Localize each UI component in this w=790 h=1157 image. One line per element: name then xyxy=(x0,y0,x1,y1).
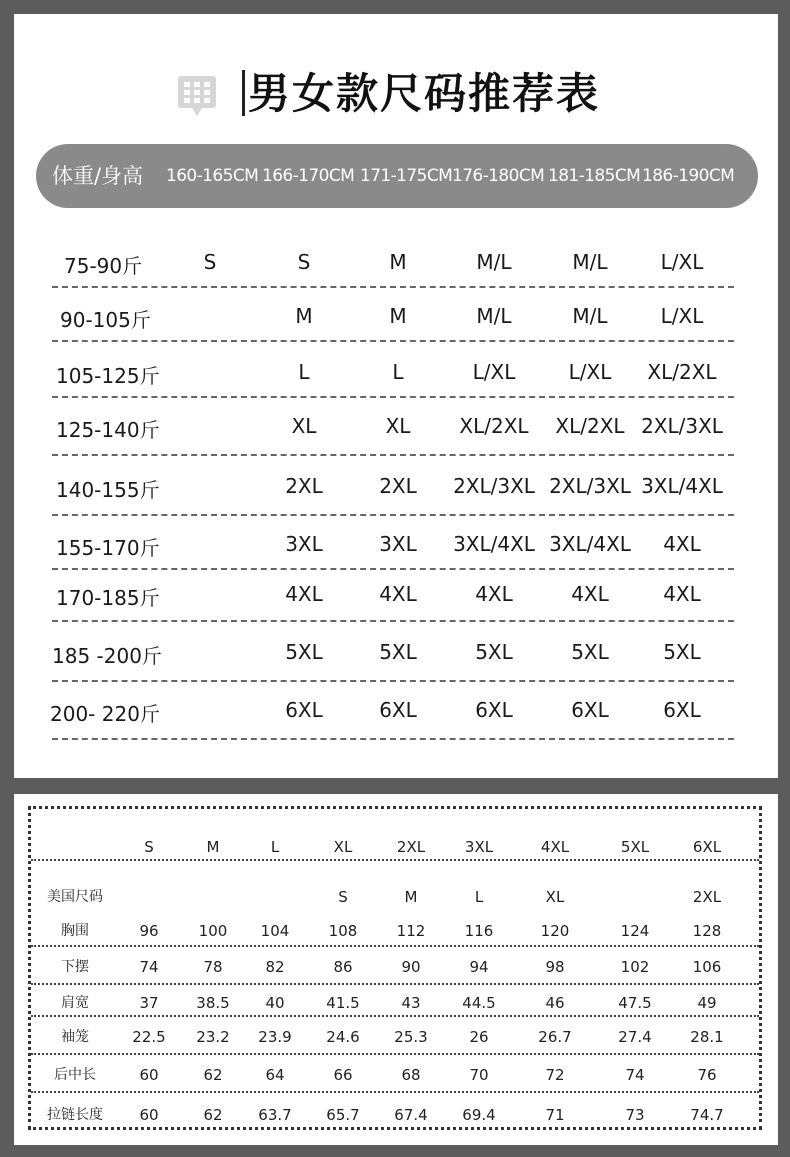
weight-range-label: 90-105斤 xyxy=(60,308,151,332)
spec-cell: 38.5 xyxy=(196,994,230,1012)
weight-range-label: 185 -200斤 xyxy=(52,644,162,668)
spec-cell: 60 xyxy=(139,1106,159,1124)
spec-cell: 62 xyxy=(203,1066,223,1084)
spec-cell: 68 xyxy=(401,1066,421,1084)
recommend-size-cell: 2XL/3XL xyxy=(453,474,535,498)
recommend-row xyxy=(52,532,734,570)
recommend-size-cell: 2XL/3XL xyxy=(549,474,631,498)
weight-range-label: 105-125斤 xyxy=(56,364,160,388)
spec-cell: 2XL xyxy=(396,838,426,856)
weight-range-label: 170-185斤 xyxy=(56,586,160,610)
recommend-size-cell: S xyxy=(297,250,311,274)
header-bar xyxy=(36,144,758,208)
spec-cell: 76 xyxy=(697,1066,717,1084)
spec-row-label: 胸围 xyxy=(61,923,89,939)
spec-cell: 90 xyxy=(401,958,421,976)
recommend-size-cell: 5XL xyxy=(475,640,513,664)
recommend-size-cell: 5XL xyxy=(285,640,323,664)
spec-cell: 74 xyxy=(139,958,159,976)
spec-cell: S xyxy=(338,888,348,906)
recommend-size-cell: XL xyxy=(385,414,411,438)
spec-cell: 4XL xyxy=(540,838,570,856)
recommend-row xyxy=(52,698,734,740)
recommend-size-cell: 5XL xyxy=(571,640,609,664)
spec-row-label: 下摆 xyxy=(61,959,89,975)
recommend-size-cell: 3XL xyxy=(285,532,323,556)
recommend-size-cell: 6XL xyxy=(379,698,417,722)
header-height-col: 181-185CM xyxy=(548,166,641,186)
spec-cell: 40 xyxy=(265,994,285,1012)
spec-cell: 82 xyxy=(265,958,285,976)
recommend-size-cell: L/XL xyxy=(660,304,704,328)
spec-measure-row xyxy=(31,1099,759,1131)
spec-cell: 120 xyxy=(540,922,570,940)
recommend-size-cell: 4XL xyxy=(571,582,609,606)
header-height-col: 176-180CM xyxy=(452,166,545,186)
spec-cell: 72 xyxy=(545,1066,565,1084)
recommend-row xyxy=(52,474,734,516)
spec-cell: 49 xyxy=(697,994,717,1012)
spec-cell: 73 xyxy=(625,1106,645,1124)
recommend-size-cell: 2XL xyxy=(285,474,323,498)
weight-range-label: 75-90斤 xyxy=(64,254,143,278)
spec-row-label: 美国尺码 xyxy=(47,889,103,905)
spec-cell: 27.4 xyxy=(618,1028,652,1046)
recommend-size-cell: 4XL xyxy=(663,582,701,606)
spec-cell: 104 xyxy=(260,922,290,940)
recommend-size-cell: 3XL xyxy=(379,532,417,556)
spec-cell: 67.4 xyxy=(394,1106,428,1124)
weight-range-label: 155-170斤 xyxy=(56,536,160,560)
spec-cell: 106 xyxy=(692,958,722,976)
spec-cell: L xyxy=(474,888,484,906)
header-height-col: 186-190CM xyxy=(642,166,735,186)
spec-cell: 108 xyxy=(328,922,358,940)
recommend-size-cell: M xyxy=(389,304,407,328)
spec-cell: 74.7 xyxy=(690,1106,724,1124)
spec-cell: 96 xyxy=(139,922,159,940)
recommend-row xyxy=(52,360,734,398)
recommend-size-cell: M/L xyxy=(476,304,512,328)
recommend-size-cell: 4XL xyxy=(475,582,513,606)
spec-cell: XL xyxy=(333,838,353,856)
recommend-row xyxy=(52,582,734,622)
spec-cell: M xyxy=(206,838,220,856)
header-height-col: 160-165CM xyxy=(166,166,259,186)
recommend-size-cell: 3XL/4XL xyxy=(549,532,631,556)
recommend-row xyxy=(52,250,734,288)
recommend-size-cell: 5XL xyxy=(663,640,701,664)
spec-cell: 2XL xyxy=(692,888,722,906)
header-height-col: 171-175CM xyxy=(360,166,453,186)
title-area xyxy=(14,64,778,134)
recommend-size-cell: XL/2XL xyxy=(555,414,625,438)
spec-cell: 23.2 xyxy=(196,1028,230,1046)
spec-cell: L xyxy=(270,838,280,856)
recommend-size-cell: L/XL xyxy=(472,360,516,384)
spec-cell: 98 xyxy=(545,958,565,976)
spec-cell: 116 xyxy=(464,922,494,940)
spec-us-size-row xyxy=(31,881,759,913)
spec-cell: 41.5 xyxy=(326,994,360,1012)
spec-cell: 66 xyxy=(333,1066,353,1084)
spec-row-label: 拉链长度 xyxy=(47,1107,103,1123)
recommend-row xyxy=(52,304,734,342)
recommend-size-cell: 3XL/4XL xyxy=(453,532,535,556)
recommend-size-cell: L/XL xyxy=(568,360,612,384)
spec-cell: 128 xyxy=(692,922,722,940)
recommend-size-cell: L xyxy=(298,360,310,384)
spec-row-label: 袖笼 xyxy=(61,1029,89,1045)
recommend-size-cell: 4XL xyxy=(285,582,323,606)
recommend-size-cell: 2XL xyxy=(379,474,417,498)
spec-table xyxy=(28,806,762,1130)
spec-divider xyxy=(31,1015,759,1017)
spec-cell: 124 xyxy=(620,922,650,940)
spec-cell: 24.6 xyxy=(326,1028,360,1046)
recommend-size-cell: M xyxy=(295,304,313,328)
spec-row-label: 后中长 xyxy=(54,1067,96,1083)
spec-cell: 22.5 xyxy=(132,1028,166,1046)
spec-cell: 71 xyxy=(545,1106,565,1124)
title-divider xyxy=(242,70,245,116)
spec-row-label: 肩宽 xyxy=(61,995,89,1011)
recommend-size-cell: XL/2XL xyxy=(647,360,717,384)
spec-cell: XL xyxy=(545,888,565,906)
spec-measure-row xyxy=(31,951,759,983)
spec-cell: 100 xyxy=(198,922,228,940)
spec-cell: 28.1 xyxy=(690,1028,724,1046)
spec-divider xyxy=(31,945,759,947)
spec-divider xyxy=(31,859,759,861)
spec-cell: 44.5 xyxy=(462,994,496,1012)
spec-measure-row xyxy=(31,1059,759,1091)
spec-cell: 25.3 xyxy=(394,1028,428,1046)
spec-cell: 86 xyxy=(333,958,353,976)
spec-cell: 37 xyxy=(139,994,159,1012)
header-height-col: 166-170CM xyxy=(262,166,355,186)
spec-cell: 5XL xyxy=(620,838,650,856)
recommend-size-cell: 6XL xyxy=(475,698,513,722)
recommend-size-cell: 6XL xyxy=(663,698,701,722)
spec-cell: 43 xyxy=(401,994,421,1012)
spec-cell: 3XL xyxy=(464,838,494,856)
spec-cell: 6XL xyxy=(692,838,722,856)
spec-cell: 65.7 xyxy=(326,1106,360,1124)
spec-divider xyxy=(31,1053,759,1055)
recommend-size-cell: 6XL xyxy=(285,698,323,722)
recommend-size-cell: XL/2XL xyxy=(459,414,529,438)
recommend-size-cell: 3XL/4XL xyxy=(641,474,723,498)
spec-cell: 26.7 xyxy=(538,1028,572,1046)
recommend-size-cell: XL xyxy=(291,414,317,438)
spec-cell: S xyxy=(144,838,154,856)
recommend-size-cell: M xyxy=(389,250,407,274)
size-spec-panel xyxy=(14,794,778,1145)
recommend-size-cell: 2XL/3XL xyxy=(641,414,723,438)
spec-cell: 60 xyxy=(139,1066,159,1084)
spec-cell: 23.9 xyxy=(258,1028,292,1046)
header-weight-height-label: 体重/身高 xyxy=(52,164,144,188)
spec-cell: 102 xyxy=(620,958,650,976)
page-title: 男女款尺码推荐表 xyxy=(248,69,601,118)
spec-cell: M xyxy=(404,888,418,906)
spec-cell: 47.5 xyxy=(618,994,652,1012)
spec-divider xyxy=(31,1091,759,1093)
spec-cell: 70 xyxy=(469,1066,489,1084)
spec-cell: 69.4 xyxy=(462,1106,496,1124)
recommend-size-cell: 4XL xyxy=(379,582,417,606)
spec-cell: 94 xyxy=(469,958,489,976)
recommend-row xyxy=(52,640,734,682)
recommend-size-cell: M/L xyxy=(476,250,512,274)
spec-cell: 26 xyxy=(469,1028,489,1046)
recommend-size-cell: 4XL xyxy=(663,532,701,556)
recommend-size-cell: 5XL xyxy=(379,640,417,664)
recommend-size-cell: S xyxy=(203,250,217,274)
weight-range-label: 200- 220斤 xyxy=(50,702,160,726)
recommend-size-cell: L xyxy=(392,360,404,384)
recommend-size-cell: L/XL xyxy=(660,250,704,274)
spec-measure-row xyxy=(31,1021,759,1053)
recommend-size-cell: M/L xyxy=(572,250,608,274)
spec-cell: 62 xyxy=(203,1106,223,1124)
weight-range-label: 140-155斤 xyxy=(56,478,160,502)
weight-range-label: 125-140斤 xyxy=(56,418,160,442)
spec-cell: 63.7 xyxy=(258,1106,292,1124)
size-recommend-panel xyxy=(14,14,778,778)
table-icon xyxy=(176,74,218,120)
spec-cell: 78 xyxy=(203,958,223,976)
spec-cell: 112 xyxy=(396,922,426,940)
recommend-size-cell: 6XL xyxy=(571,698,609,722)
recommend-row xyxy=(52,414,734,456)
recommend-size-cell: M/L xyxy=(572,304,608,328)
spec-cell: 74 xyxy=(625,1066,645,1084)
spec-measure-row xyxy=(31,915,759,947)
spec-cell: 46 xyxy=(545,994,565,1012)
spec-divider xyxy=(31,983,759,985)
spec-cell: 64 xyxy=(265,1066,285,1084)
